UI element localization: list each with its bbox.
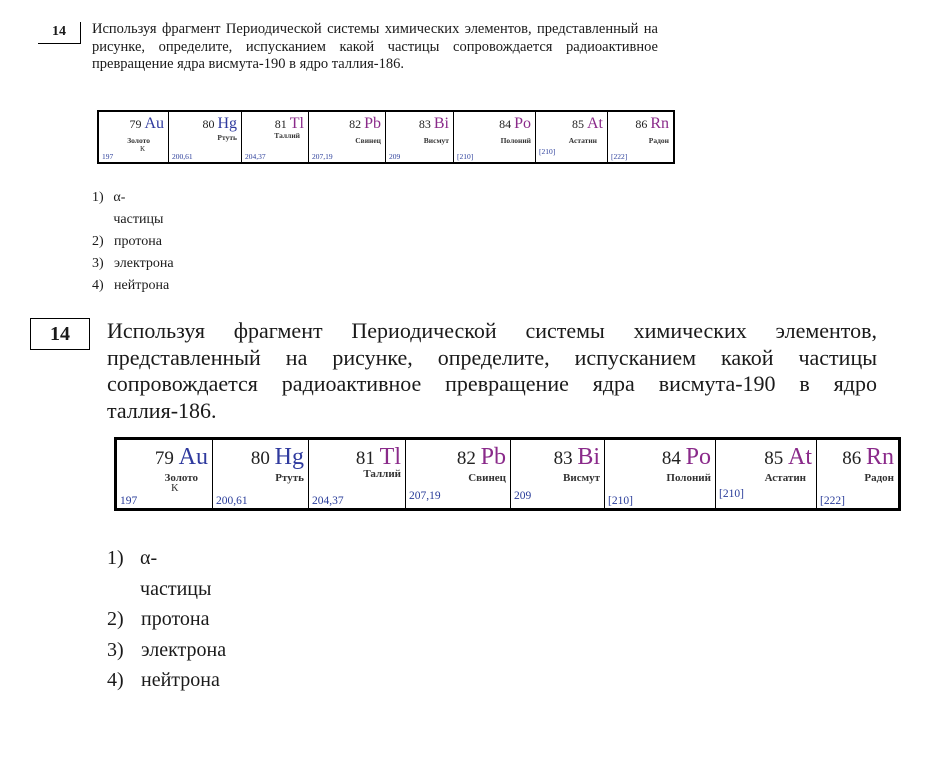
atomic-number: 82 [456,448,476,469]
element-name: Полоний [666,472,711,484]
answer-text: α-частицы [140,547,212,600]
element-name: Свинец [468,472,506,484]
element-name: Радон [648,136,669,145]
element-cell-pb [406,440,511,508]
atomic-mass: 204,37 [312,495,344,507]
element-name: Золото [164,472,198,484]
element-header [764,444,812,471]
element-header [842,444,894,471]
answer-option-2[interactable] [107,604,226,635]
atomic-number: 80 [250,448,270,469]
element-symbol: Rn [650,115,669,132]
answer-number: 3) [107,638,124,661]
atomic-mass: 209 [389,152,401,161]
element-header [349,115,381,133]
element-name: Свинец [355,136,381,145]
element-symbol: Po [685,444,711,470]
atomic-mass: [210] [608,495,633,507]
element-symbol: Tl [379,444,401,470]
atomic-mass: 204,37 [245,152,266,161]
answer-number: 1) [107,547,124,569]
element-symbol: Pb [480,444,506,470]
atomic-number: 83 [418,117,431,131]
answer-option-3[interactable] [92,253,174,275]
element-symbol: Hg [274,444,304,470]
element-symbol: Au [144,115,164,132]
answer-number: 2) [92,234,104,249]
element-cell-bi [511,440,605,508]
element-name: Радон [864,472,894,484]
atomic-number: 84 [661,448,681,469]
answer-text: электрона [114,256,174,271]
element-cell-at [536,112,608,162]
answer-option-2[interactable] [92,231,174,253]
atomic-mass: [210] [457,152,474,161]
answer-option-3[interactable] [107,635,226,666]
answer-number: 3) [92,256,104,271]
element-cell-rn [817,440,898,508]
element-header [635,115,669,133]
element-symbol: At [788,444,812,470]
element-header [572,115,603,133]
element-cell-tl [242,112,309,162]
element-name: Золото [127,136,150,145]
atomic-mass: 197 [102,152,114,161]
atomic-mass: [222] [611,152,628,161]
element-header [457,444,506,471]
atomic-number: 81 [355,448,375,469]
element-header [662,444,711,471]
element-header [251,444,304,471]
element-header [202,115,237,133]
element-cell-tl [309,440,406,508]
atomic-mass: 200,61 [216,495,248,507]
answer-text: нейтрона [114,278,170,293]
element-header [155,444,208,471]
element-cell-rn [608,112,673,162]
answer-options [92,187,174,297]
element-name: Висмут [423,136,449,145]
atomic-mass: [210] [719,488,744,500]
element-name: Астатин [764,472,806,484]
atomic-mass: [222] [820,495,845,507]
answer-text: электрона [141,638,227,661]
element-cell-po [454,112,536,162]
atomic-number: 79 [154,448,174,469]
element-symbol: Hg [217,115,237,132]
element-cell-au [99,112,169,162]
periodic-table-fragment [114,437,901,511]
atomic-number: 82 [349,117,362,131]
atomic-number: 80 [202,117,215,131]
atomic-number: 81 [274,117,287,131]
element-name: Астатин [568,136,597,145]
atomic-number: 86 [635,117,648,131]
element-header [499,115,531,133]
element-cell-pb [309,112,386,162]
atomic-number: 85 [764,448,784,469]
answer-number: 4) [107,669,124,691]
question-number: 14 [30,318,90,350]
answer-number: 4) [92,278,104,293]
element-cell-po [605,440,716,508]
answer-text: протона [141,608,210,630]
answer-text: протона [114,234,162,249]
element-extra-mark: К [171,482,179,494]
element-symbol: At [587,115,603,132]
element-symbol: Tl [289,115,304,132]
question-text: Используя фрагмент Периодической системы химических элементов, представленный на рисунке, определите, испусканием какой частицы сопровождается радиоактивное превращение ядра висмута-190 в ядро таллия-186. [107,318,877,423]
element-name: Ртуть [275,472,304,484]
element-symbol: Au [178,444,208,470]
answer-text: нейтрона [141,669,220,691]
atomic-number: 79 [129,117,142,131]
element-symbol: Pb [364,115,381,132]
atomic-mass: 207,19 [312,152,333,161]
element-cell-au [117,440,213,508]
element-name: Ртуть [217,133,237,142]
answer-text: α-частицы [113,190,164,227]
element-extra-mark: К [140,144,146,153]
atomic-number: 86 [842,448,862,469]
element-cell-at [716,440,817,508]
answer-options [107,543,226,696]
element-name: Полоний [500,136,531,145]
element-header [129,115,164,133]
atomic-mass: 197 [120,495,138,507]
element-header [356,444,401,471]
element-header [554,444,600,471]
answer-number: 2) [107,608,124,630]
atomic-mass: [210] [539,147,556,156]
answer-number: 1) [92,190,104,205]
periodic-table-fragment [97,110,675,164]
element-cell-bi [386,112,454,162]
atomic-number: 84 [499,117,512,131]
element-cell-hg [213,440,309,508]
atomic-mass: 200,61 [172,152,193,161]
question-text: Используя фрагмент Периодической системы химических элементов, представленный на рисунке, определите, испусканием какой частицы сопровождается радиоактивное превращение ядра висмута-190 в ядро таллия-186. [92,21,658,72]
element-name: Таллий [274,131,300,140]
answer-option-4[interactable] [107,665,226,696]
element-name: Висмут [563,472,600,484]
question-number: 14 [38,22,81,44]
atomic-mass: 207,19 [409,490,441,502]
atomic-number: 85 [572,117,584,131]
answer-option-1[interactable] [107,543,226,604]
element-symbol: Rn [865,444,894,470]
atomic-mass: 209 [514,490,532,502]
answer-option-1[interactable] [92,187,174,231]
atomic-number: 83 [553,448,573,469]
element-cell-hg [169,112,242,162]
element-symbol: Bi [433,115,449,132]
element-name: Таллий [363,468,401,480]
element-symbol: Po [514,115,531,132]
element-symbol: Bi [577,444,600,470]
answer-option-4[interactable] [92,275,174,297]
element-header [419,115,449,133]
